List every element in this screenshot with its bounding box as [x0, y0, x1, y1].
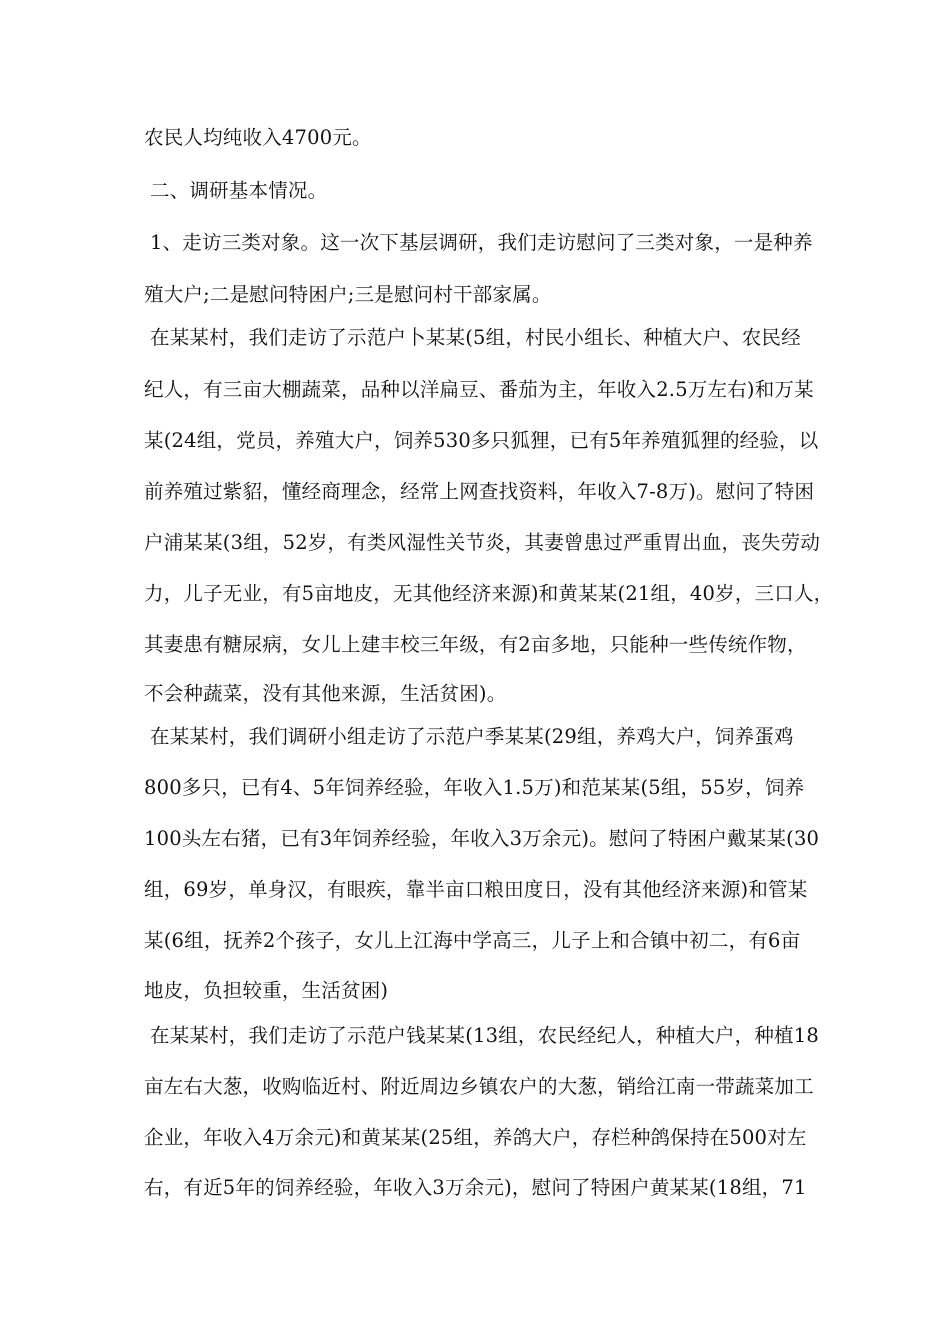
text-line-13: 在某某村，我们调研小组走访了示范户季某某(29组，养鸡大户，饲养蛋鸡 [150, 725, 794, 748]
text-line-11: 其妻患有糖尿病，女儿上建丰校三年级，有2亩多地，只能种一些传统作物， [144, 633, 807, 656]
text-line-16: 组，69岁，单身汉，有眼疾，靠半亩口粮田度日，没有其他经济来源)和管某 [144, 878, 808, 901]
text-line-12: 不会种蔬菜，没有其他来源，生活贫困)。 [144, 682, 507, 705]
text-line-22: 右，有近5年的饲养经验，年收入3万余元)，慰问了特困户黄某某(18组，71 [144, 1176, 807, 1199]
text-line-7: 某(24组，党员，养殖大户，饲养530多只狐狸，已有5年养殖狐狸的经验，以 [144, 429, 819, 452]
text-line-14: 800多只，已有4、5年饲养经验，年收入1.5万)和范某某(5组，55岁，饲养 [144, 776, 805, 799]
section-heading: 二、调研基本情况。 [150, 179, 328, 202]
text-line-18: 地皮，负担较重，生活贫困) [144, 979, 389, 1002]
text-line-3: 1、走访三类对象。这一次下基层调研，我们走访慰问了三类对象，一是种养 [150, 231, 813, 254]
text-line-10: 力，儿子无业，有5亩地皮，无其他经济来源)和黄某某(21组，40岁，三口人， [144, 582, 834, 605]
text-line-17: 某(6组，抚养2个孩子，女儿上江海中学高三，儿子上和合镇中初二，有6亩 [144, 929, 801, 952]
text-line-20: 亩左右大葱，收购临近村、附近周边乡镇农户的大葱，销给江南一带蔬菜加工 [144, 1075, 814, 1098]
text-line-6: 纪人，有三亩大棚蔬菜，品种以洋扁豆、番茄为主，年收入2.5万左右)和万某 [144, 378, 814, 401]
text-line-9: 户浦某某(3组，52岁，有类风湿性关节炎，其妻曾患过严重胃出血，丧失劳动 [144, 531, 821, 554]
text-line-21: 企业，年收入4万余元)和黄某某(25组，养鸽大户，存栏种鸽保持在500对左 [144, 1126, 807, 1149]
text-line-4: 殖大户;二是慰问特困户;三是慰问村干部家属。 [144, 283, 552, 306]
text-line-15: 100头左右猪，已有3年饲养经验，年收入3万余元)。慰问了特困户戴某某(30 [144, 827, 820, 850]
text-line-5: 在某某村，我们走访了示范户卜某某(5组，村民小组长、种植大户、农民经 [150, 326, 801, 349]
text-line-19: 在某某村，我们走访了示范户钱某某(13组，农民经纪人，种植大户，种植18 [150, 1024, 819, 1047]
text-line-8: 前养殖过紫貂，懂经商理念，经常上网查找资料，年收入7-8万)。慰问了特困 [144, 480, 815, 503]
text-line-1: 农民人均纯收入4700元。 [144, 126, 372, 149]
